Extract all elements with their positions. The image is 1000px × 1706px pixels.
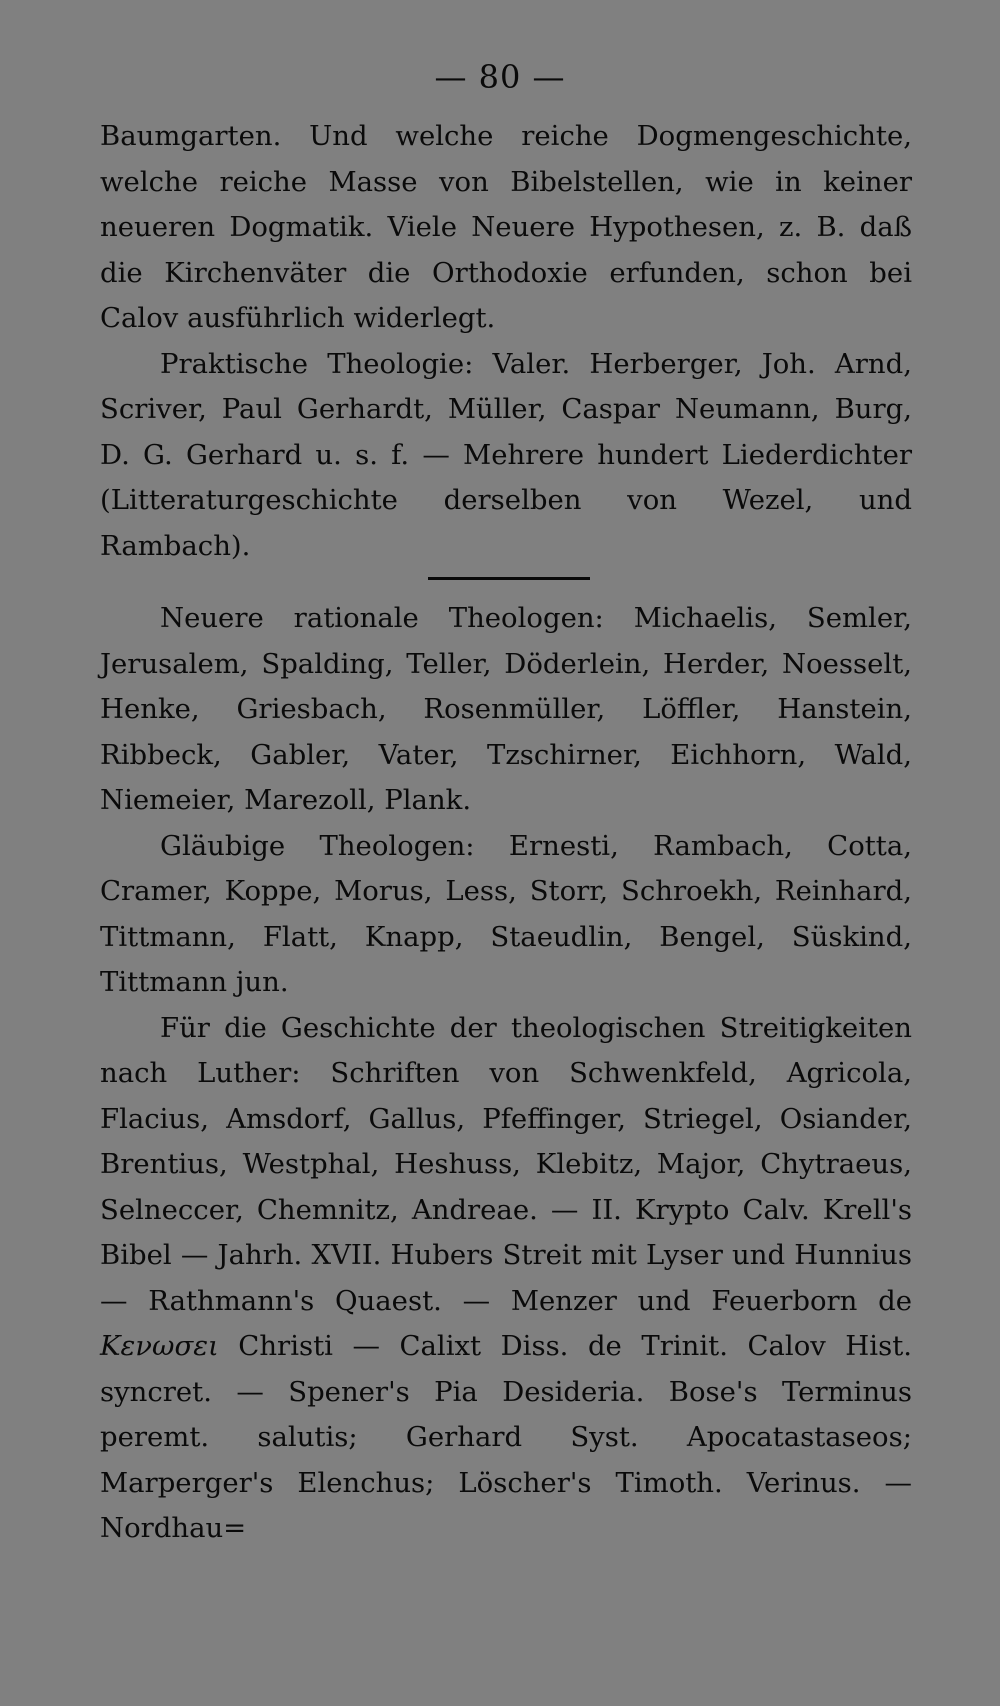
section-2-text xyxy=(100,596,912,1552)
paragraph-streitigkeiten xyxy=(100,1006,912,1552)
paragraph-rationale-theologen: Neuere rationale Theologen: Michaelis, Semler, Jerusalem, Spalding, Teller, Döderlein, Herder, Noesselt, Henke, Griesbach, Rosenmüller, Löffler, Hanstein, Ribbeck, Gabler, Vater, Tzschirner, Eichhorn, Wald, Niemeier, Marezoll, Plank. xyxy=(100,602,912,816)
streitigkeiten-text-after: Christi — Calixt Diss. de Trinit. Calov Hist. syncret. — Spener's Pia Desideria. Bose's Terminus peremt. salutis; Gerhard Syst. Apocatastaseos; Marperger's Elenchus; Löscher's Timoth. Verinus. — Nordhau= xyxy=(100,1330,912,1544)
section-1-text xyxy=(100,114,912,569)
greek-word: Κενωσει xyxy=(100,1330,219,1362)
paragraph-glaeubige-theologen: Gläubige Theologen: Ernesti, Rambach, Cotta, Cramer, Koppe, Morus, Less, Storr, Schroekh, Reinhard, Tittmann, Flatt, Knapp, Staeudlin, Bengel, Süskind, Tittmann jun. xyxy=(100,829,912,998)
section-divider xyxy=(428,577,590,580)
page-number: — 80 — xyxy=(434,58,566,96)
streitigkeiten-text-before: Für die Geschichte der theologischen Streitigkeiten nach Luther: Schriften von Schwenkfeld, Agricola, Flacius, Amsdorf, Gallus, Pfeffinger, Striegel, Osiander, Brentius, Westphal, Heshuss, Klebitz, Major, Chytraeus, Selneccer, Chemnitz, Andreae. — II. Krypto Calv. Krell's Bibel — Jahrh. XVII. Hubers Streit mit Lyser und Hunnius — Rathmann's Quaest. — Menzer und Feuerborn de xyxy=(100,1011,912,1317)
paragraph-praktische-theologie: Praktische Theologie: Valer. Herberger, Joh. Arnd, Scriver, Paul Gerhardt, Müller, Caspar Neumann, Burg, D. G. Gerhard u. s. f. — Mehrere hundert Liederdichter (Litteraturgeschichte derselben von Wezel, und Rambach). xyxy=(100,347,912,562)
paragraph-baumgarten: Baumgarten. Und welche reiche Dogmengeschichte, welche reiche Masse von Bibelstellen, wie in keiner neueren Dogmatik. Viele Neuere Hypothesen, z. B. daß die Kirchenväter die Orthodoxie erfunden, schon bei Calov ausführlich widerlegt. xyxy=(100,120,912,334)
